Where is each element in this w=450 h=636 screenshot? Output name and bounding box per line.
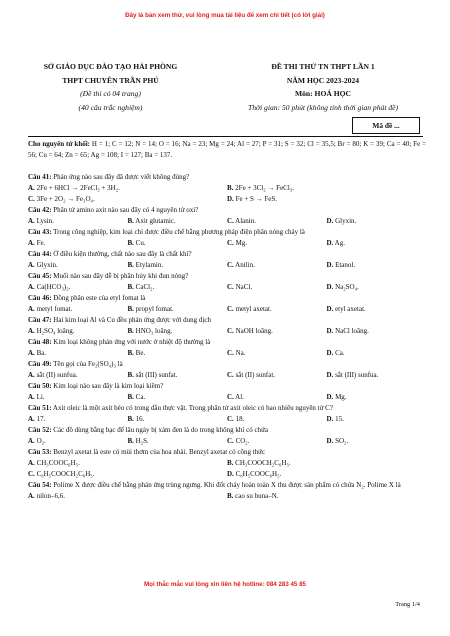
answer-option (28, 370, 128, 381)
option-text: propyl fomat. (133, 305, 174, 313)
school-name: THPT CHUYÊN TRẦN PHÚ (62, 75, 159, 85)
question-count-note: (40 câu trắc nghiệm) (78, 102, 143, 112)
option-letter: D. (326, 261, 334, 269)
answer-option (28, 436, 128, 447)
question-number: Câu 52: (28, 426, 52, 434)
option-text: CO₂. (233, 437, 250, 445)
answer-option (128, 216, 228, 227)
option-letter: D. (326, 283, 334, 291)
option-letter: A. (28, 437, 35, 445)
answer-option (128, 238, 228, 249)
answer-option (227, 491, 426, 502)
answer-option (128, 282, 228, 293)
header-divider (28, 136, 423, 137)
question-number: Câu 49: (28, 360, 52, 368)
answer-options (28, 458, 426, 480)
answer-option (327, 238, 427, 249)
option-letter: A. (28, 184, 35, 192)
answer-options (28, 260, 426, 271)
answer-option (327, 436, 427, 447)
option-letter: C. (227, 371, 234, 379)
answer-options (28, 370, 426, 381)
exam-title: ĐỀ THI THỬ TN THPT LẦN 1 (271, 62, 375, 71)
question (28, 381, 426, 403)
answer-option (227, 370, 327, 381)
option-letter: A. (28, 327, 35, 335)
option-text: nilon–6,6. (34, 492, 65, 500)
answer-option (227, 282, 327, 293)
answer-option (128, 436, 228, 447)
answer-option (327, 370, 427, 381)
option-text: Na₂SO₄. (333, 283, 359, 291)
answer-option (28, 491, 227, 502)
option-letter: A. (28, 393, 35, 401)
option-letter: D. (227, 195, 234, 203)
question-stem (28, 403, 426, 414)
answer-option (227, 326, 327, 337)
answer-option (28, 348, 128, 359)
option-text: Ba. (34, 349, 47, 357)
option-letter: D. (326, 327, 334, 335)
answer-option (227, 348, 327, 359)
answer-option (327, 282, 427, 293)
option-letter: C. (227, 261, 234, 269)
question (28, 480, 426, 502)
option-letter: A. (28, 492, 35, 500)
option-text: H₂S. (133, 437, 149, 445)
page-number: Trang 1/4 (395, 601, 420, 608)
answer-option (128, 414, 228, 425)
answer-option (227, 469, 426, 480)
question-text: Ở điều kiện thường, chất nào sau đây là chất khí? (51, 250, 192, 258)
option-letter: B. (127, 349, 134, 357)
option-letter: A. (28, 305, 35, 313)
option-text: Mg. (233, 239, 248, 247)
answer-option (227, 183, 426, 194)
option-text: HNO₃ loãng. (133, 327, 173, 335)
option-text: sắt (II) sunfua. (34, 371, 78, 379)
answer-option (227, 392, 327, 403)
question-number: Câu 41: (28, 173, 52, 181)
answer-option (28, 194, 227, 205)
question-stem (28, 293, 426, 304)
option-text: Fe. (34, 239, 46, 247)
question-text: Trong công nghiệp, kim loại chỉ được điều chế bằng phương pháp điện phân nóng chảy là (51, 228, 305, 236)
question (28, 172, 426, 205)
option-text: C₆H₅COOC₆H₅. (233, 470, 282, 478)
question-number: Câu 47: (28, 316, 52, 324)
answer-option (28, 282, 128, 293)
answer-options (28, 304, 426, 315)
answer-option (327, 326, 427, 337)
answer-option (28, 238, 128, 249)
option-letter: B. (127, 217, 134, 225)
option-letter: C. (227, 283, 234, 291)
answer-option (128, 348, 228, 359)
time-limit: Thời gian: 50 phút (không tính thời gian phát đề) (247, 102, 399, 112)
answer-option (227, 216, 327, 227)
answer-option (28, 392, 128, 403)
answer-option (227, 414, 327, 425)
answer-options (28, 238, 426, 249)
answer-option (327, 414, 427, 425)
question-text: Phản ứng nào sau đây đã được viết không đúng? (51, 173, 190, 181)
answer-option (227, 304, 327, 315)
option-letter: B. (227, 184, 234, 192)
question-stem (28, 315, 426, 326)
question-stem (28, 447, 426, 458)
question-number: Câu 48: (28, 338, 52, 346)
answer-option (227, 238, 327, 249)
option-letter: B. (127, 261, 134, 269)
question (28, 271, 426, 293)
answer-option (128, 326, 228, 337)
question-text: Kim loại không phản ứng với nước ở nhiệt độ thường là (51, 338, 211, 346)
option-text: 16. (133, 415, 145, 423)
option-letter: A. (28, 261, 35, 269)
question-stem (28, 271, 426, 282)
question (28, 447, 426, 480)
option-text: CaCl₂. (133, 283, 155, 291)
answer-option (128, 304, 228, 315)
question-stem (28, 359, 426, 370)
option-text: Axit glutamic. (133, 217, 176, 225)
question-text: Kim loại nào sau đây là kim loại kiềm? (51, 382, 164, 390)
option-letter: B. (127, 283, 134, 291)
option-text: sắt (III) sunfat. (133, 371, 178, 379)
option-text: Be. (133, 349, 146, 357)
header-left (28, 60, 193, 114)
question (28, 205, 426, 227)
answer-option (128, 392, 228, 403)
option-letter: D. (326, 239, 334, 247)
option-text: NaOH loãng. (233, 327, 273, 335)
answer-option (327, 216, 427, 227)
option-letter: D. (326, 437, 334, 445)
question (28, 227, 426, 249)
question-number: Câu 43: (28, 228, 52, 236)
option-text: Etanol. (333, 261, 356, 269)
question-stem (28, 227, 426, 238)
question (28, 359, 426, 381)
answer-option (28, 216, 128, 227)
option-text: 2Fe + 6HCl → 2FeCl₃ + 3H₂. (34, 184, 120, 192)
option-letter: A. (28, 217, 35, 225)
option-text: Ca(HCO₃)₂. (34, 283, 71, 291)
answer-options (28, 436, 426, 447)
option-text: 2Fe + 3Cl₂ → FeCl₃. (233, 184, 294, 192)
header-right (218, 60, 428, 114)
option-letter: C. (227, 305, 234, 313)
answer-options (28, 183, 426, 205)
option-text: Alanin. (233, 217, 256, 225)
question (28, 425, 426, 447)
option-text: Glyxin. (34, 261, 58, 269)
question-number: Câu 53: (28, 448, 52, 456)
answer-option (227, 194, 426, 205)
option-letter: B. (127, 371, 134, 379)
option-letter: B. (227, 492, 234, 500)
question-number: Câu 44: (28, 250, 52, 258)
option-text: Ca. (133, 393, 146, 401)
option-text: CH₃COOCH₂C₆H₅. (233, 459, 291, 467)
option-text: CH₃COOC₆H₅. (34, 459, 80, 467)
answer-option (227, 260, 327, 271)
question-stem (28, 337, 426, 348)
answer-option (227, 436, 327, 447)
subject: Môn: HOÁ HỌC (294, 89, 352, 98)
option-text: 3Fe + 2O₂ → Fe₃O₄. (34, 195, 95, 203)
option-text: Mg. (333, 393, 347, 401)
answer-option (227, 458, 426, 469)
option-text: NaCl. (233, 283, 253, 291)
option-letter: B. (127, 437, 134, 445)
question-text: Hai kim loại Al và Cu đều phản ứng được với dung dịch (51, 316, 211, 324)
option-letter: C. (227, 349, 234, 357)
question-text: Axit oleic là một axit béo có trong dầu thực vật. Trong phân tử axit oleic có bao nhiêu nguyên tử C? (51, 404, 333, 412)
answer-options (28, 216, 426, 227)
option-text: Glyxin. (333, 217, 357, 225)
option-letter: C. (28, 470, 35, 478)
question-text: Tên gọi của Fe₂(SO₄)₃ là (51, 360, 123, 368)
option-letter: B. (127, 239, 134, 247)
option-text: 15. (333, 415, 344, 423)
option-text: Li. (34, 393, 45, 401)
question-stem (28, 172, 426, 183)
question-list (28, 172, 426, 502)
answer-option (28, 469, 227, 480)
option-text: H₂SO₄ loãng. (34, 327, 75, 335)
preview-notice-banner: Đây là bản xem thử, vui lòng mua tài liệu để xem chi tiết (có lời giải) (125, 12, 325, 19)
question-text: Phân tử amino axit nào sau đây có 4 nguyên tử oxi? (51, 206, 199, 214)
option-letter: A. (28, 371, 35, 379)
exam-code-box: Mã đề ... (352, 117, 420, 134)
option-letter: A. (28, 239, 35, 247)
question-number: Câu 51: (28, 404, 52, 412)
question-stem (28, 425, 426, 436)
option-text: metyl axetat. (233, 305, 272, 313)
option-letter: A. (28, 459, 35, 467)
option-text: Al. (233, 393, 244, 401)
department-name: SỞ GIÁO DỤC ĐÀO TẠO HẢI PHÒNG (43, 62, 178, 71)
question (28, 249, 426, 271)
option-letter: B. (227, 459, 234, 467)
option-letter: B. (127, 327, 134, 335)
option-text: Na. (233, 349, 246, 357)
option-letter: C. (227, 393, 234, 401)
option-text: Cu. (133, 239, 146, 247)
answer-option (327, 304, 427, 315)
option-letter: D. (326, 305, 334, 313)
question (28, 337, 426, 359)
answer-option (327, 392, 427, 403)
option-text: 17. (34, 415, 46, 423)
answer-options (28, 414, 426, 425)
option-text: cao su buna–N. (233, 492, 279, 500)
answer-option (28, 260, 128, 271)
option-text: Fe + S → FeS. (233, 195, 278, 203)
atomic-masses (28, 139, 426, 161)
atomic-masses-values: H = 1; C = 12; N = 14; O = 16; Na = 23; Mg = 24; Al = 27; P = 31; S = 32; Cl = 35,5; Br = 80; K = 39; Ca = 40; Fe = 56; Cu = 64; Zn = 65; Ag = 108; I = 127; Ba = 137. (28, 140, 427, 159)
answer-option (28, 414, 128, 425)
answer-option (327, 260, 427, 271)
atomic-masses-label: Cho nguyên tử khối: (28, 140, 90, 148)
question (28, 293, 426, 315)
question-text: Benzyl axetat là este có mùi thơm của hoa nhài. Benzyl axetat có công thức (51, 448, 266, 456)
option-letter: C. (227, 239, 234, 247)
answer-options (28, 326, 426, 337)
option-letter: B. (127, 305, 134, 313)
school-year: NĂM HỌC 2023-2024 (286, 75, 360, 85)
question-text: Đồng phân este của etyl fomat là (51, 294, 146, 302)
option-text: Etylamin. (133, 261, 164, 269)
answer-option (28, 183, 227, 194)
question-text: Muối nào sau đây dễ bị phân hủy khi đun nóng? (51, 272, 189, 280)
answer-options (28, 392, 426, 403)
option-letter: B. (127, 415, 134, 423)
question-text: Các đồ dùng bằng bạc để lâu ngày bị xám đen là do trong không khí có chứa (51, 426, 268, 434)
answer-options (28, 491, 426, 502)
option-text: Anilin. (233, 261, 255, 269)
question-number: Câu 46: (28, 294, 52, 302)
answer-option (128, 260, 228, 271)
option-letter: C. (28, 195, 35, 203)
option-letter: A. (28, 349, 35, 357)
option-letter: D. (326, 371, 334, 379)
option-letter: D. (326, 393, 334, 401)
option-text: 18. (233, 415, 245, 423)
question-number: Câu 50: (28, 382, 52, 390)
option-letter: D. (326, 349, 334, 357)
option-text: NaCl loãng. (333, 327, 369, 335)
question-text: Polime X được điều chế bằng phản ứng trùng ngưng. Khi đốt cháy hoàn toàn X thu được sản phẩm có chứa N₂. Polime X là (51, 481, 401, 489)
question-stem (28, 249, 426, 260)
option-letter: C. (227, 415, 234, 423)
option-text: metyl fomat. (34, 305, 73, 313)
option-text: sắt (III) sunfua. (333, 371, 379, 379)
answer-options (28, 348, 426, 359)
question-stem (28, 381, 426, 392)
option-text: Ca. (333, 349, 345, 357)
answer-option (327, 348, 427, 359)
option-text: Ag. (333, 239, 345, 247)
option-letter: D. (227, 470, 234, 478)
option-letter: A. (28, 415, 35, 423)
option-text: C₆H₅COOCH₂C₆H₅. (34, 470, 95, 478)
page-count-note: (Đề thi có 04 trang) (80, 89, 141, 98)
option-letter: C. (227, 437, 234, 445)
option-text: etyl axetat. (333, 305, 366, 313)
answer-option (28, 458, 227, 469)
question (28, 403, 426, 425)
question-stem (28, 480, 426, 491)
answer-option (128, 370, 228, 381)
option-text: Lysin. (34, 217, 54, 225)
option-letter: C. (227, 327, 234, 335)
hotline-banner: Mọi thắc mắc vui lòng xin liên hệ hotline: 084 283 45 85 (144, 581, 306, 588)
option-text: SO₂. (333, 437, 349, 445)
option-letter: C. (227, 217, 234, 225)
option-text: sắt (II) sunfat. (233, 371, 276, 379)
option-letter: D. (326, 415, 334, 423)
answer-option (28, 304, 128, 315)
question-number: Câu 45: (28, 272, 52, 280)
question (28, 315, 426, 337)
option-letter: D. (326, 217, 334, 225)
option-letter: A. (28, 283, 35, 291)
question-number: Câu 42: (28, 206, 52, 214)
answer-option (28, 326, 128, 337)
answer-options (28, 282, 426, 293)
option-letter: B. (127, 393, 134, 401)
question-stem (28, 205, 426, 216)
option-text: O₂. (34, 437, 46, 445)
question-number: Câu 54: (28, 481, 52, 489)
